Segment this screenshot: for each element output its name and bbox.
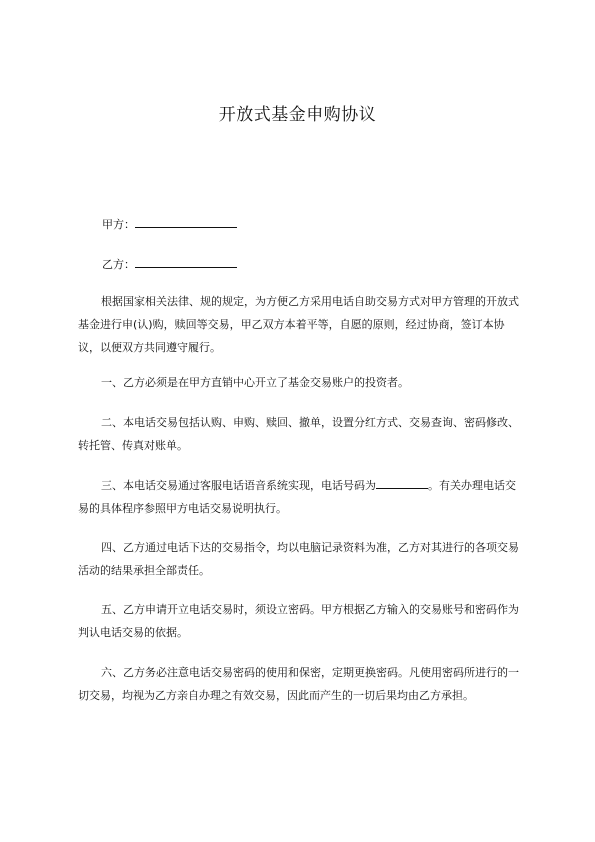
paragraph-clause-1: 一、乙方必须是在甲方直销中心开立了基金交易账户的投资者。	[101, 376, 409, 389]
document-title: 开放式基金申购协议	[218, 105, 377, 125]
paragraph-clause-3	[78, 474, 526, 520]
party-b-label: 乙方：	[102, 258, 135, 271]
paragraph-clause-5: 五、乙方申请开立电话交易时，须设立密码。甲方根据乙方输入的交易账号和密码作为判认电话交易的依据。	[78, 603, 519, 639]
clause-3-text-after: 。有关办理电话交易的具体程序参照甲方电话交易说明执行。	[78, 479, 516, 515]
party-a-line	[102, 216, 237, 233]
paragraph-clause-4: 四、乙方通过电话下达的交易指令，均以电脑记录资料为准，乙方对其进行的各项交易活动的结果承担全部责任。	[78, 541, 519, 577]
paragraph-clause-6: 六、乙方务必注意电话交易密码的使用和保密，定期更换密码。凡使用密码所进行的一切交易，均视为乙方亲自办理之有效交易，因此而产生的一切后果均由乙方承担。	[78, 666, 519, 702]
paragraph-clause-2: 二、本电话交易包括认购、申购、赎回、撤单，设置分红方式、交易查询、密码修改、转托管、传真对账单。	[78, 416, 519, 452]
party-a-label: 甲方：	[102, 218, 135, 231]
paragraph-preamble: 根据国家相关法律、规的规定，为方便乙方采用电话自助交易方式对甲方管理的开放式基金进行申(认)购，赎回等交易，甲乙双方本着平等，自愿的原则，经过协商，签订本协议，以便双方共同遵守履行。	[78, 295, 519, 354]
party-b-line	[102, 256, 237, 273]
phone-number-blank	[376, 477, 428, 489]
party-a-blank	[135, 216, 237, 228]
party-b-blank	[135, 256, 237, 268]
clause-3-text-before: 三、本电话交易通过客服电话语音系统实现，电话号码为	[101, 479, 376, 492]
